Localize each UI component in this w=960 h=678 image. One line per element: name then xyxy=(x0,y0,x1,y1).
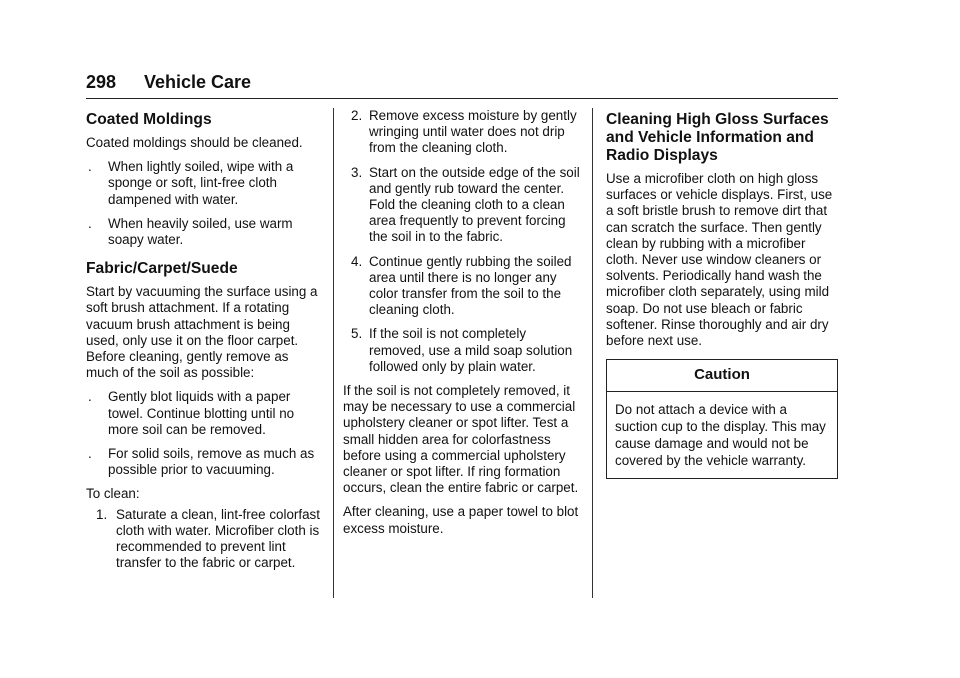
paragraph: If the soil is not completely removed, it may be necessary to use a commercial upholstery cleaner or spot lifter. Test a small hidden area for colorfastness before using a commercial upholstery cleaner or spot lifter. If ring formation occurs, clean the entire fabric or carpet. xyxy=(343,383,579,496)
bullet-text: When lightly soiled, wipe with a sponge or soft, lint-free cloth dampened with water. xyxy=(108,159,294,207)
list-item xyxy=(86,507,324,572)
coated-intro: Coated moldings should be cleaned. xyxy=(86,135,303,150)
list-item xyxy=(86,446,324,478)
caution-box xyxy=(606,359,838,479)
high-gloss-heading: Cleaning High Gloss Surfaces and Vehicle Information and Radio Displays xyxy=(606,111,829,164)
fabric-heading: Fabric/Carpet/Suede xyxy=(86,260,238,278)
step-number: 4. xyxy=(351,253,363,269)
bullet-icon: . xyxy=(88,446,92,462)
paragraph: After cleaning, use a paper towel to blot excess moisture. xyxy=(343,504,579,536)
bullet-text: For solid soils, remove as much as possible prior to vacuuming. xyxy=(108,446,315,478)
list-item xyxy=(86,159,324,208)
step-number: 2. xyxy=(351,108,363,123)
coated-moldings-heading: Coated Moldings xyxy=(86,111,212,128)
to-clean-label: To clean: xyxy=(86,486,140,502)
step-number: 1. xyxy=(96,506,108,522)
list-item xyxy=(343,165,581,246)
bullet-text: When heavily soiled, use warm soapy water. xyxy=(108,215,293,248)
column-middle xyxy=(343,108,581,545)
step-number: 3. xyxy=(351,164,363,180)
paragraph: Use a microfiber cloth on high gloss surfaces or vehicle displays. First, use a soft bristle brush to remove dirt that can scratch the surface. Then gently clean by rubbing with a microfiber cloth. Never use window cleaners or solvents. Periodically hand wash the microfiber cloth separately, using mild soap. Do not use bleach or fabric softener. Rinse thoroughly and air dry before next use. xyxy=(606,171,833,349)
page-number: 298 xyxy=(86,72,117,92)
step-text: Continue gently rubbing the soiled area until there is no longer any color transfer from the soil to the cleaning cloth. xyxy=(369,253,572,318)
caution-title: Caution xyxy=(607,360,837,392)
list-item xyxy=(86,216,324,248)
step-text: Remove excess moisture by gently wringing until water does not drip from the cleaning cloth. xyxy=(369,108,577,156)
step-text: Saturate a clean, lint-free colorfast cloth with water. Microfiber cloth is recommended to prevent lint transfer to the fabric or carpet. xyxy=(116,506,320,571)
bullet-text: Gently blot liquids with a paper towel. Continue blotting until no more soil can be removed. xyxy=(108,389,295,437)
list-item xyxy=(343,254,581,319)
step-text: Start on the outside edge of the soil and gently rub toward the center. Fold the cleaning cloth to a clean area frequently to prevent forcing the soil in to the fabric. xyxy=(369,164,580,245)
column-left xyxy=(86,108,324,579)
list-item xyxy=(343,326,581,375)
caution-text: Do not attach a device with a suction cup to the display. This may cause damage and would not be covered by the vehicle warranty. xyxy=(615,402,826,469)
list-item xyxy=(86,389,324,438)
column-divider xyxy=(333,108,334,598)
page-header xyxy=(86,70,838,96)
step-text: If the soil is not completely removed, use a mild soap solution followed only by plain water. xyxy=(369,326,573,374)
list-item xyxy=(343,108,581,157)
header-rule xyxy=(86,98,838,99)
bullet-icon: . xyxy=(88,215,92,231)
section-title: Vehicle Care xyxy=(144,72,252,92)
step-number: 5. xyxy=(351,326,363,342)
bullet-icon: . xyxy=(88,159,92,175)
column-right xyxy=(606,108,838,479)
column-divider xyxy=(592,108,593,598)
fabric-intro: Start by vacuuming the surface using a soft brush attachment. If a rotating vacuum brush attachment is being used, only use it on the floor carpet. Before cleaning, gently remove as much of the soil as possible: xyxy=(86,284,318,381)
bullet-icon: . xyxy=(88,389,92,405)
